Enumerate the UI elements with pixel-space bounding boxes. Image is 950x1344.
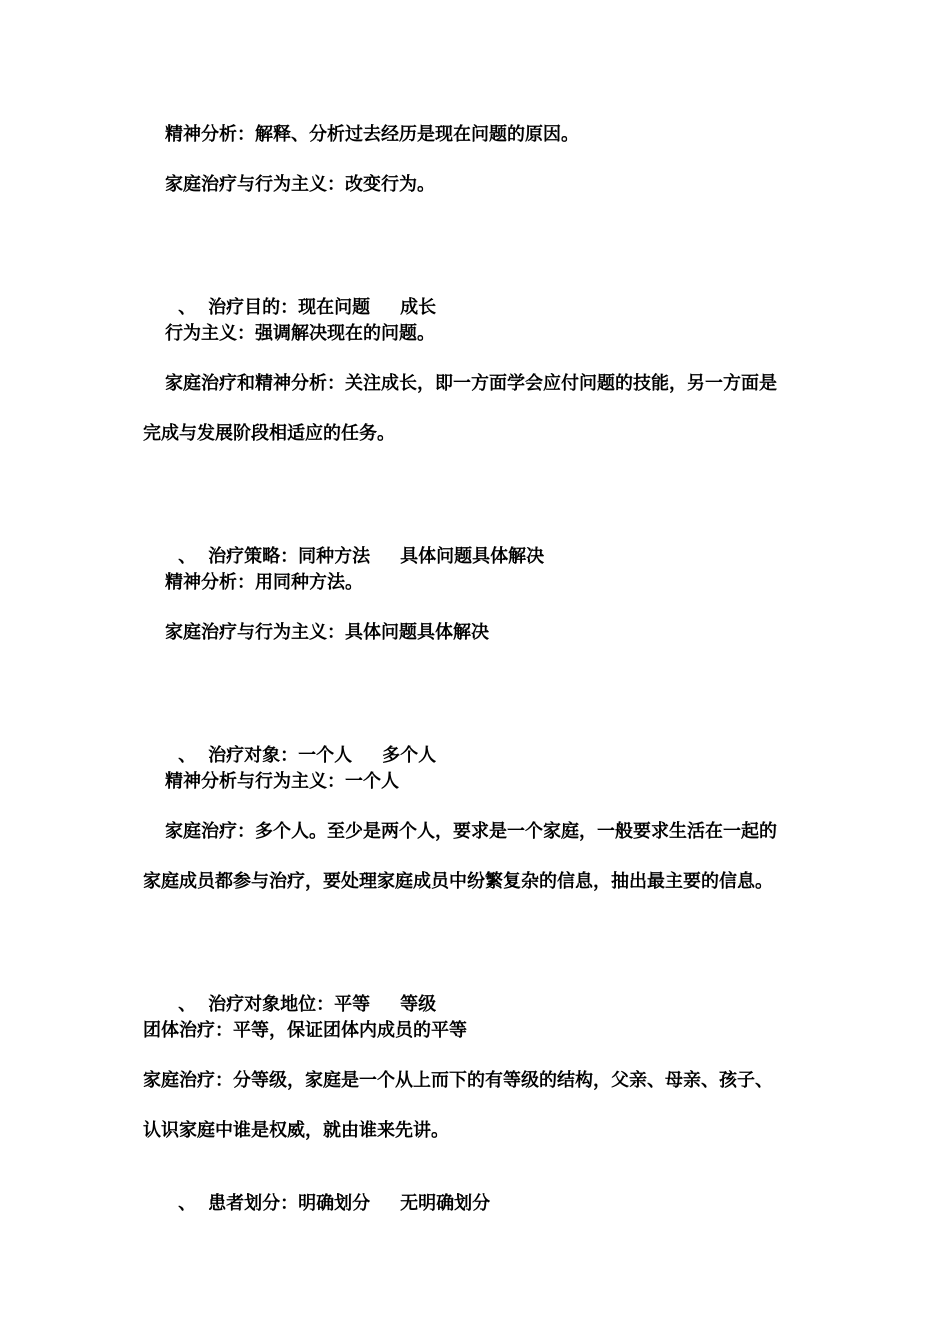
paragraph-line: 行为主义：强调解决现在的问题。 — [165, 323, 435, 344]
heading-alternative: 具体问题具体解决 — [400, 546, 545, 567]
paragraph-line: 家庭成员都参与治疗，要处理家庭成员中纷繁复杂的信息，抽出最主要的信息。 — [143, 871, 773, 892]
section-heading — [153, 1168, 490, 1240]
heading-alternative: 多个人 — [382, 745, 437, 766]
heading-enumeration-mark: 、 — [178, 297, 197, 318]
heading-alternative: 无明确划分 — [400, 1193, 491, 1214]
heading-alternative: 成长 — [400, 297, 437, 318]
heading-enumeration-mark: 、 — [178, 745, 197, 766]
heading-enumeration-mark: 、 — [178, 546, 197, 567]
paragraph-line: 完成与发展阶段相适应的任务。 — [143, 423, 395, 444]
heading-alternative: 等级 — [400, 994, 437, 1015]
paragraph-line: 精神分析：解释、分析过去经历是现在问题的原因。 — [165, 124, 579, 145]
paragraph-line: 家庭治疗与行为主义：改变行为。 — [165, 174, 435, 195]
paragraph-line: 团体治疗：平等，保证团体内成员的平等 — [143, 1020, 467, 1041]
heading-title: 治疗目的：现在问题 — [208, 297, 371, 318]
paragraph-line: 家庭治疗：分等级，家庭是一个从上而下的有等级的结构，父亲、母亲、孩子、 — [143, 1070, 773, 1091]
paragraph-line: 家庭治疗和精神分析：关注成长，即一方面学会应付问题的技能，另一方面是 — [165, 373, 777, 394]
paragraph-line: 家庭治疗：多个人。至少是两个人，要求是一个家庭，一般要求生活在一起的 — [165, 821, 777, 842]
heading-enumeration-mark: 、 — [178, 1193, 197, 1214]
paragraph-line: 认识家庭中谁是权威，就由谁来先讲。 — [143, 1120, 449, 1141]
heading-title: 治疗策略：同种方法 — [208, 546, 371, 567]
paragraph-line: 精神分析：用同种方法。 — [165, 572, 363, 593]
heading-title: 患者划分：明确划分 — [208, 1193, 371, 1214]
paragraph-line: 家庭治疗与行为主义：具体问题具体解决 — [165, 622, 489, 643]
heading-title: 治疗对象地位：平等 — [208, 994, 371, 1015]
heading-title: 治疗对象：一个人 — [208, 745, 353, 766]
heading-enumeration-mark: 、 — [178, 994, 197, 1015]
paragraph-line: 精神分析与行为主义：一个人 — [165, 771, 399, 792]
